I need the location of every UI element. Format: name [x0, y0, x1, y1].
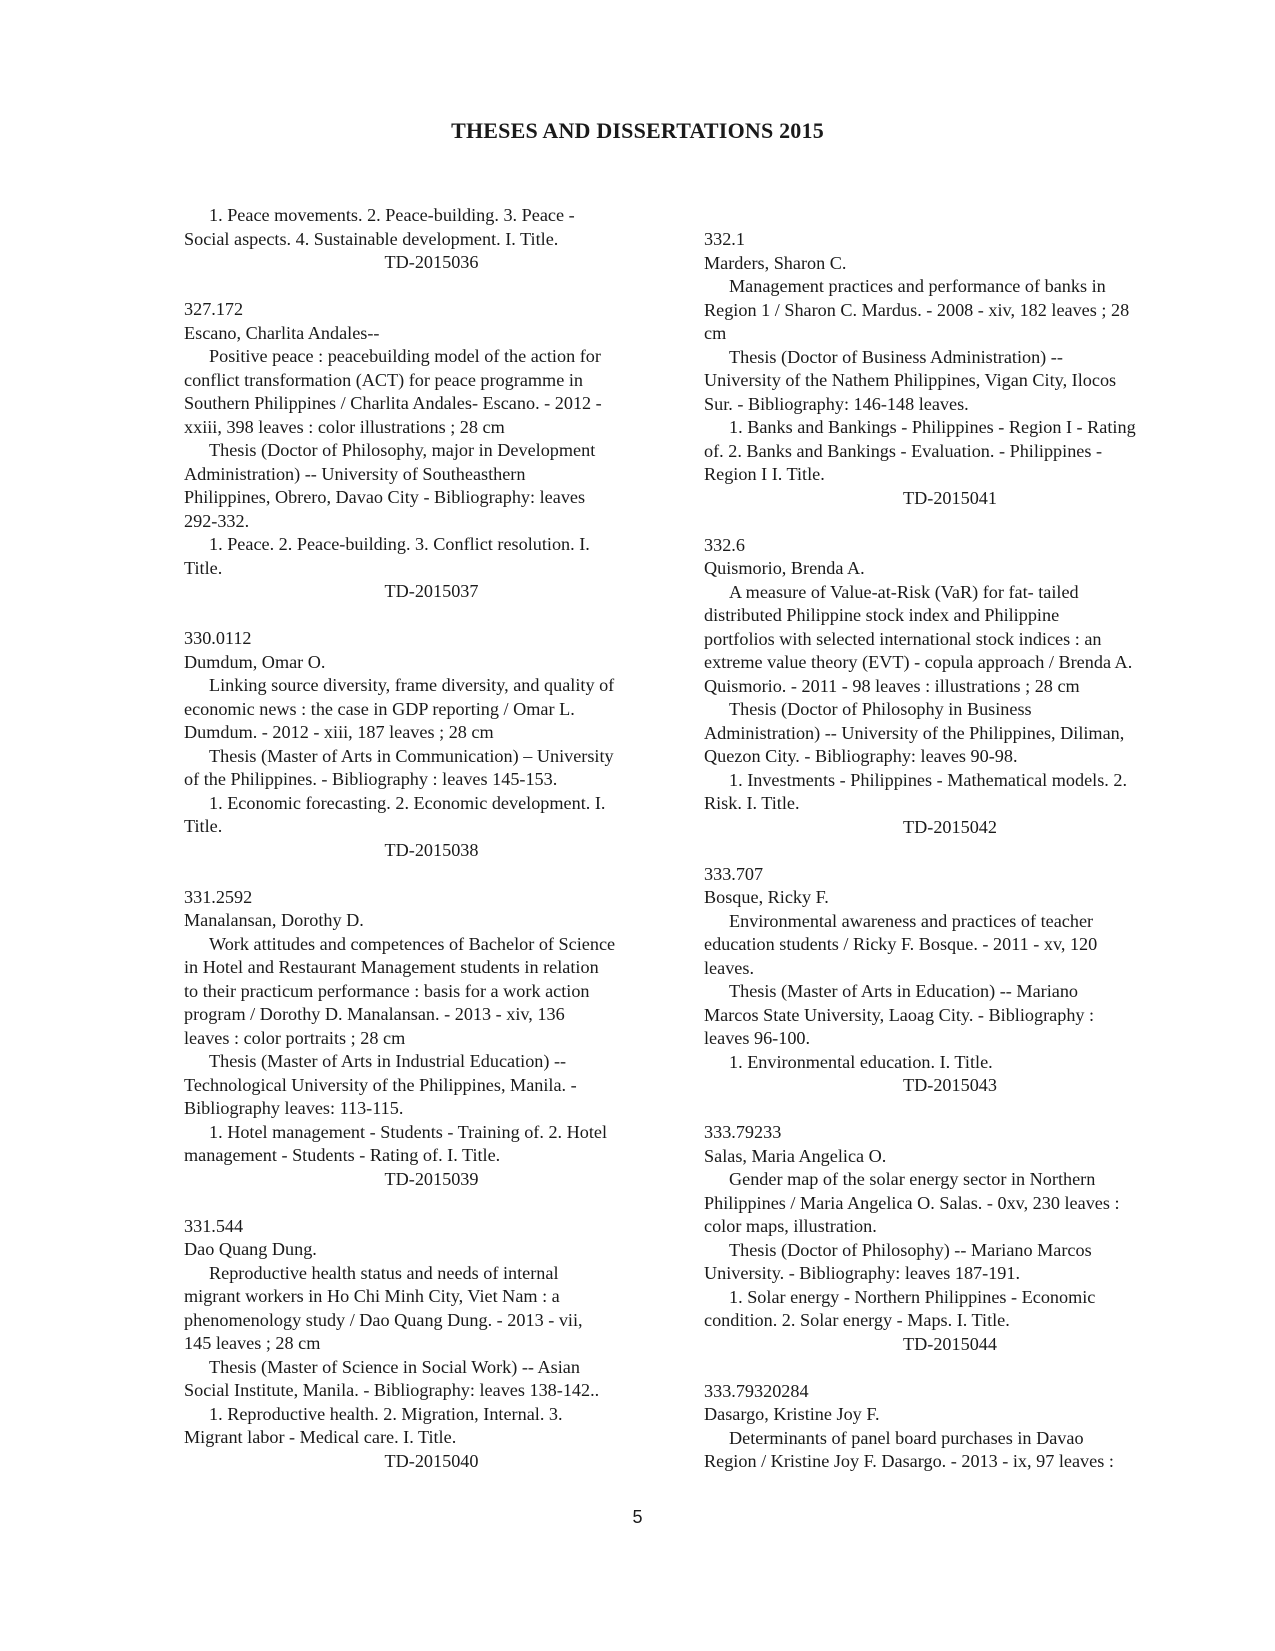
entry-line: Risk. I. Title. — [704, 793, 800, 813]
entry-line: economic news : the case in GDP reporting / Omar L. — [184, 698, 575, 719]
entry-line: Social Institute, Manila. - Bibliography: leaves 138-142.. — [184, 1380, 600, 1400]
entry-line: Work attitudes and competences of Bachelor of Science — [209, 933, 616, 954]
entry-line: University of the Nathem Philippines, Vigan City, Ilocos — [704, 370, 1117, 390]
author-name: Dao Quang Dung. — [184, 1239, 317, 1259]
entry-line: Thesis (Doctor of Philosophy, major in Development — [209, 440, 596, 460]
call-number: 333.79320284 — [704, 1380, 809, 1401]
entry-line: to their practicum performance : basis for a work action — [184, 980, 590, 1001]
entry-line: color maps, illustration. — [704, 1216, 877, 1236]
entry-line: phenomenology study / Dao Quang Dung. - 2013 - vii, — [184, 1309, 583, 1330]
entry-line: Thesis (Doctor of Business Administration) -- — [729, 346, 1063, 367]
catalog-entry — [704, 1121, 1196, 1356]
right-column — [704, 228, 1196, 1474]
entry-line: Thesis (Doctor of Philosophy in Business — [729, 699, 1032, 719]
entry-line: Sur. - Bibliography: 146-148 leaves. — [704, 393, 969, 414]
entry-line: Region 1 / Sharon C. Mardus. - 2008 - xiv, 182 leaves ; 28 — [704, 299, 1130, 320]
call-number: 331.544 — [184, 1215, 244, 1236]
entry-line: Linking source diversity, frame diversity, and quality of — [209, 675, 615, 695]
entry-line: of. 2. Banks and Bankings - Evaluation. - Philippines - — [704, 440, 1103, 461]
entry-line: leaves : color portraits ; 28 cm — [184, 1027, 406, 1048]
accession-number: TD-2015042 — [903, 816, 997, 837]
entry-line: Title. — [184, 816, 223, 836]
author-name: Marders, Sharon C. — [704, 252, 847, 273]
entry-line: A measure of Value-at-Risk (VaR) for fat- tailed — [729, 581, 1079, 602]
entry-line: Thesis (Master of Arts in Communication) – University — [209, 745, 614, 766]
entry-line: of the Philippines. - Bibliography : leaves 145-153. — [184, 769, 558, 789]
entry-line: Quismorio. - 2011 - 98 leaves : illustrations ; 28 cm — [704, 675, 1080, 696]
entry-line: Administration) -- University of the Philippines, Diliman, — [704, 722, 1125, 743]
author-name: Bosque, Ricky F. — [704, 887, 829, 907]
accession-number: TD-2015041 — [903, 487, 997, 508]
catalog-entry — [184, 627, 679, 862]
entry-line: cm — [704, 323, 727, 343]
entry-line: migrant workers in Ho Chi Minh City, Viet Nam : a — [184, 1286, 560, 1306]
catalog-entry — [184, 298, 679, 604]
entry-line: 1. Peace. 2. Peace-building. 3. Conflict resolution. I. — [209, 534, 590, 554]
entry-line: program / Dorothy D. Manalansan. - 2013 - xiv, 136 — [184, 1004, 565, 1024]
author-name: Dumdum, Omar O. — [184, 651, 326, 672]
accession-number: TD-2015037 — [384, 581, 479, 601]
entry-line: Dumdum. - 2012 - xiii, 187 leaves ; 28 cm — [184, 722, 494, 742]
call-number: 333.707 — [704, 863, 764, 884]
catalog-entry — [184, 886, 679, 1192]
catalog-entry — [704, 534, 1196, 840]
entry-line: Thesis (Master of Arts in Industrial Education) -- — [209, 1051, 567, 1071]
call-number: 330.0112 — [184, 628, 252, 648]
entry-line: Technological University of the Philippines, Manila. - — [184, 1074, 577, 1095]
entry-line: Region I I. Title. — [704, 464, 825, 484]
entry-line: xxiii, 398 leaves : color illustrations ; 28 cm — [184, 416, 505, 437]
call-number: 332.1 — [704, 229, 745, 249]
author-name: Escano, Charlita Andales-- — [184, 322, 380, 343]
entry-line: Quezon City. - Bibliography: leaves 90-98. — [704, 746, 1018, 766]
entry-line: 1. Banks and Bankings - Philippines - Region I - Rating — [729, 417, 1136, 437]
page-title: THESES AND DISSERTATIONS 2015 — [451, 118, 824, 143]
entry-line: Gender map of the solar energy sector in Northern — [729, 1169, 1096, 1189]
author-name: Quismorio, Brenda A. — [704, 558, 865, 578]
entry-line: Reproductive health status and needs of internal — [209, 1262, 559, 1283]
entry-line: 1. Hotel management - Students - Training of. 2. Hotel — [209, 1121, 608, 1142]
entry-line: portfolios with selected international stock indices : an — [704, 628, 1102, 649]
catalog-entry — [184, 1215, 679, 1474]
entry-line: Thesis (Doctor of Philosophy) -- Mariano Marcos — [729, 1239, 1092, 1260]
entry-line: 1. Solar energy - Northern Philippines - Economic — [729, 1286, 1096, 1307]
accession-number: TD-2015043 — [903, 1075, 997, 1095]
entry-line: Thesis (Master of Arts in Education) -- Mariano — [729, 981, 1079, 1001]
entry-line: Positive peace : peacebuilding model of the action for — [209, 346, 601, 366]
entry-line: Bibliography leaves: 113-115. — [184, 1098, 404, 1118]
call-number: 333.79233 — [704, 1122, 782, 1142]
entry-line: Environmental awareness and practices of teacher — [729, 910, 1094, 931]
accession-number: TD-2015040 — [384, 1450, 479, 1471]
entry-line: leaves. — [704, 957, 754, 978]
catalog-entry — [704, 1380, 1196, 1474]
entry-line: education students / Ricky F. Bosque. - 2011 - xv, 120 — [704, 934, 1098, 954]
entry-line: leaves 96-100. — [704, 1028, 811, 1048]
accession-number: TD-2015044 — [903, 1333, 997, 1354]
left-column — [184, 204, 679, 1473]
entry-line: extreme value theory (EVT) - copula approach / Brenda A. — [704, 652, 1133, 672]
entry-line: Marcos State University, Laoag City. - Bibliography : — [704, 1004, 1095, 1025]
catalog-entry — [704, 863, 1196, 1098]
entry-line: in Hotel and Restaurant Management students in relation — [184, 957, 599, 977]
entry-line: 1. Economic forecasting. 2. Economic development. I. — [209, 792, 606, 813]
accession-number: TD-2015038 — [384, 839, 479, 860]
entry-line: 1. Reproductive health. 2. Migration, Internal. 3. — [209, 1403, 563, 1424]
catalog-entry — [704, 228, 1196, 510]
entry-line: condition. 2. Solar energy - Maps. I. Title. — [704, 1310, 1010, 1330]
author-name: Manalansan, Dorothy D. — [184, 910, 364, 930]
accession-number: TD-2015036 — [384, 252, 479, 272]
entry-line: 1. Environmental education. I. Title. — [729, 1051, 993, 1072]
call-number: 327.172 — [184, 299, 244, 319]
author-name: Salas, Maria Angelica O. — [704, 1145, 887, 1166]
catalog-entry — [184, 204, 679, 275]
entry-line: management - Students - Rating of. I. Title. — [184, 1145, 501, 1165]
entry-line: distributed Philippine stock index and Philippine — [704, 605, 1060, 625]
entry-line: 292-332. — [184, 510, 250, 531]
entry-line: Administration) -- University of Southeasthern — [184, 463, 526, 484]
entry-line: Philippines, Obrero, Davao City - Bibliography: leaves — [184, 487, 586, 507]
entry-line: Migrant labor - Medical care. I. Title. — [184, 1427, 457, 1447]
call-number: 332.6 — [704, 534, 745, 555]
entry-line: 145 leaves ; 28 cm — [184, 1333, 321, 1353]
call-number: 331.2592 — [184, 886, 253, 907]
entry-line: Title. — [184, 557, 223, 578]
entry-line: 1. Investments - Philippines - Mathematical models. 2. — [729, 769, 1128, 790]
page-number: 5 — [632, 1507, 643, 1527]
entry-line: Southern Philippines / Charlita Andales- Escano. - 2012 - — [184, 393, 602, 413]
entry-line: Management practices and performance of banks in — [729, 276, 1106, 296]
call-number: 1. Peace movements. 2. Peace-building. 3. Peace - — [209, 205, 575, 225]
entry-line: University. - Bibliography: leaves 187-191. — [704, 1263, 1021, 1283]
accession-number: TD-2015039 — [384, 1168, 479, 1189]
entry-line: Thesis (Master of Science in Social Work) -- Asian — [209, 1356, 580, 1377]
author-name: Social aspects. 4. Sustainable development. I. Title. — [184, 228, 559, 249]
entry-line: conflict transformation (ACT) for peace programme in — [184, 369, 583, 390]
entry-line: Determinants of panel board purchases in Davao — [729, 1427, 1084, 1448]
author-name: Dasargo, Kristine Joy F. — [704, 1404, 880, 1424]
entry-line: Region / Kristine Joy F. Dasargo. - 2013 - ix, 97 leaves : — [704, 1451, 1114, 1471]
entry-line: Philippines / Maria Angelica O. Salas. - 0xv, 230 leaves : — [704, 1192, 1120, 1213]
